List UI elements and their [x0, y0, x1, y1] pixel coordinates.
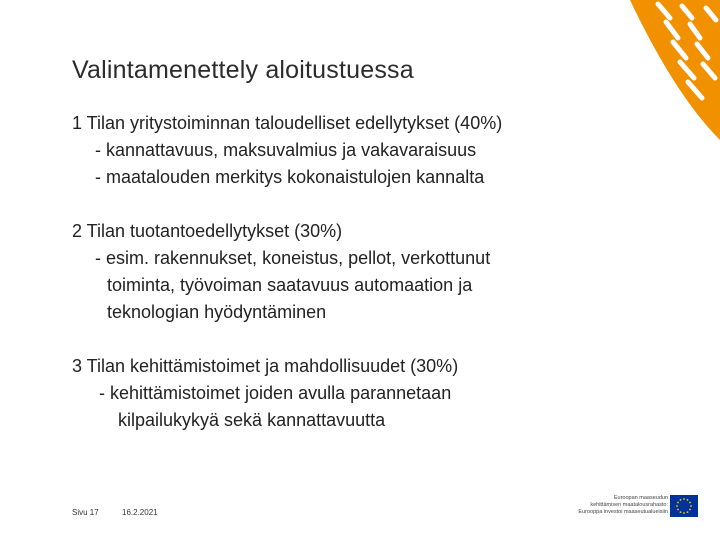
section-1-line-2: - maatalouden merkitys kokonaistulojen kannalta [95, 167, 485, 187]
eu-caption-line-1: Euroopan maaseudun [613, 495, 668, 501]
section-3-line-2: kilpailukykyä sekä kannattavuutta [118, 410, 386, 430]
section-2-line-3: teknologian hyödyntäminen [107, 302, 327, 322]
section-1-line-1: - kannattavuus, maksuvalmius ja vakavaraisuus [95, 140, 477, 160]
section-2-line-2: toiminta, työvoiman saatavuus automaation ja [107, 275, 473, 295]
eu-caption-line-2: kehittämisen maatalousrahasto: [590, 502, 668, 508]
section-2-line-1: - esim. rakennukset, koneistus, pellot, verkottunut [95, 248, 491, 268]
eu-fund-caption [540, 495, 668, 516]
slide-title: Valintamenettely aloitustuessa [72, 56, 414, 84]
slide-date: 16.2.2021 [122, 508, 158, 517]
eu-flag-icon [670, 495, 698, 517]
section-3-line-1: - kehittämistoimet joiden avulla parannetaan [99, 383, 452, 403]
page-number: Sivu 17 [72, 508, 99, 517]
section-3-heading: 3 Tilan kehittämistoimet ja mahdollisuudet (30%) [72, 356, 459, 376]
eu-caption-line-3: Eurooppa investoi maaseutualueisiin [578, 509, 668, 515]
slide-body [72, 110, 632, 434]
section-1-heading: 1 Tilan yritystoiminnan taloudelliset edellytykset (40%) [72, 113, 503, 133]
section-2-heading: 2 Tilan tuotantoedellytykset (30%) [72, 221, 343, 241]
